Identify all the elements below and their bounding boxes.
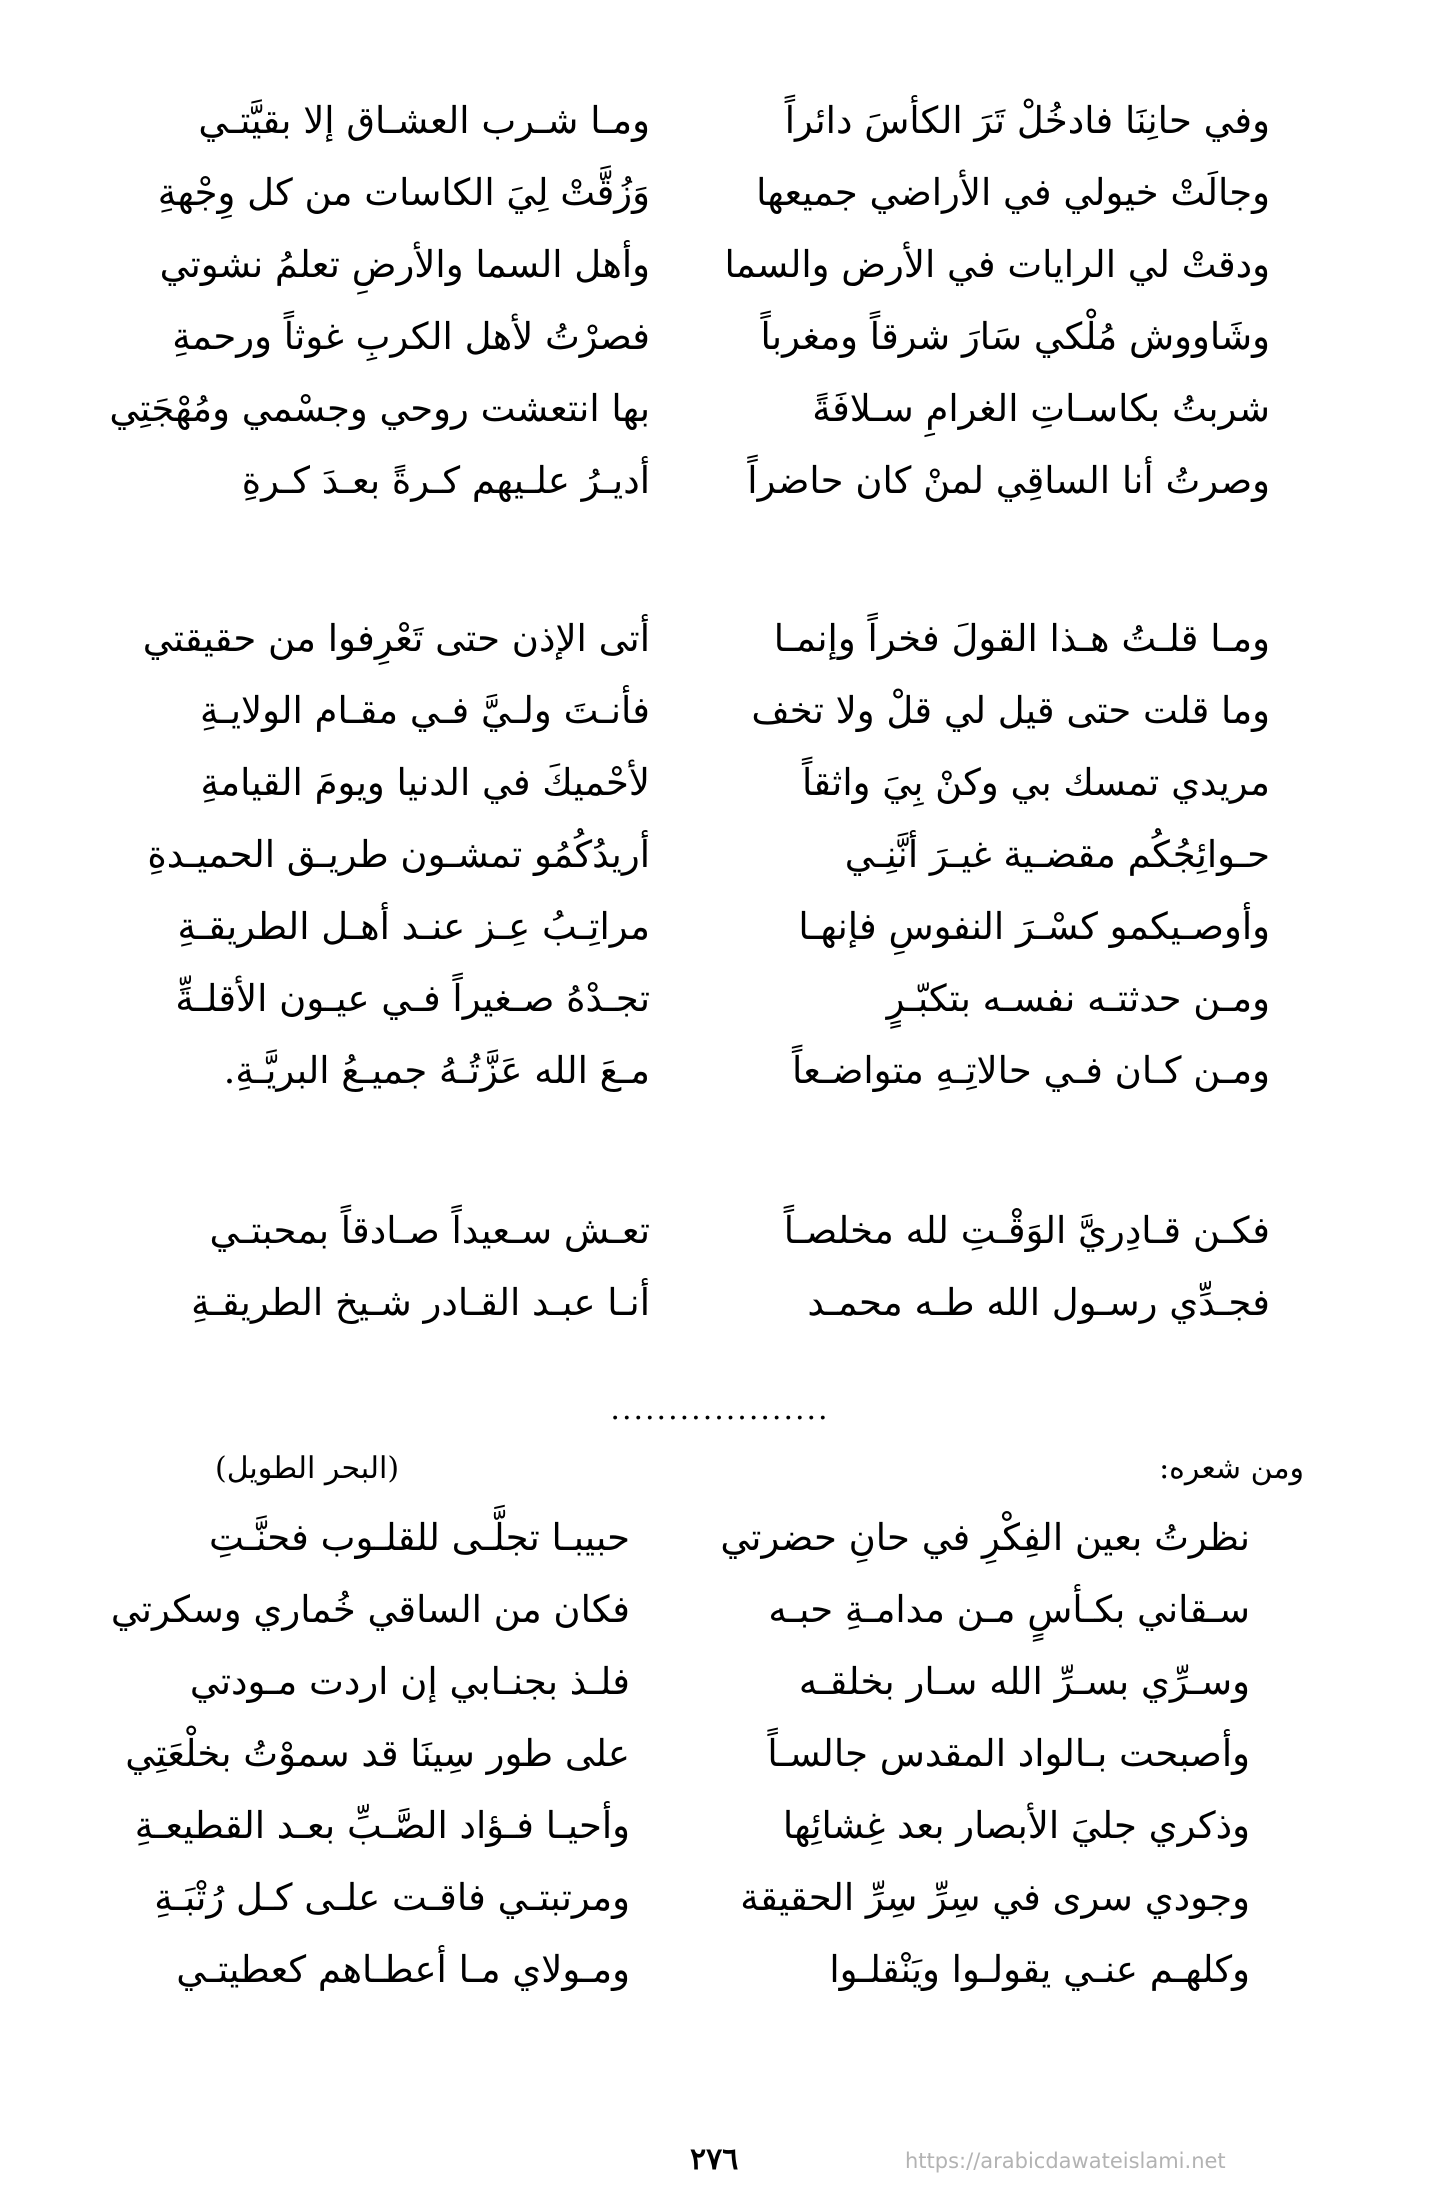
poem-intro: ومن شعره: xyxy=(1159,1451,1304,1486)
poem-meter: (البحر الطويل) xyxy=(215,1451,400,1486)
verse-first-hemistich: وفي حانِنَا فادخُلْ تَرَ الكأسَ دائراً xyxy=(784,99,1270,142)
verse-line xyxy=(142,598,1270,680)
verse-line xyxy=(150,886,1270,968)
verse-second-hemistich: على طور سِينَا قد سموْتُ بخلْعَتِي xyxy=(125,1732,630,1775)
verse-line xyxy=(150,440,1270,522)
verse-line xyxy=(147,814,1270,896)
verse-first-hemistich: وصرتُ أنا الساقِي لمنْ كان حاضراً xyxy=(747,459,1270,502)
verse-second-hemistich: بها انتعشت روحي وجسْمي ومُهْجَتِي xyxy=(109,387,650,430)
verse-second-hemistich: أريدُكُمُو تمشـون طريـق الحميـدةِ xyxy=(147,833,650,876)
verse-second-hemistich: وَزُقَّتْ لِيَ الكاسات من كل وِجْهةِ xyxy=(157,171,650,214)
verse-first-hemistich: وسـرِّي بسـرِّ الله سـار بخلقـه xyxy=(798,1660,1250,1703)
verse-second-hemistich: أنـا عبـد القـادر شـيخ الطريقـةِ xyxy=(191,1281,650,1324)
verse-line xyxy=(150,1262,1270,1344)
verse-line xyxy=(150,1641,1270,1723)
verse-first-hemistich: وجودي سرى في سِرِّ سِرِّ الحقيقة xyxy=(740,1876,1250,1919)
verse-first-hemistich: وأصبحت بـالواد المقدس جالسـاً xyxy=(767,1732,1250,1775)
verse-line xyxy=(150,224,1270,306)
verse-first-hemistich: نظرتُ بعين الفِكْرِ في حانِ حضرتي xyxy=(720,1516,1250,1559)
verse-line xyxy=(150,80,1270,162)
verse-second-hemistich: مراتِـبُ عِـز عنـد أهـل الطريقـةِ xyxy=(177,905,650,948)
verse-line xyxy=(134,1785,1270,1867)
verse-line xyxy=(150,1497,1270,1579)
verse-second-hemistich: مـعَ الله عَزَّتُـهُ جميـعُ البريَّـةِ. xyxy=(223,1049,650,1092)
verse-first-hemistich: فكـن قـادِريَّ الوَقْـتِ لله مخلصـاً xyxy=(783,1209,1270,1252)
verse-second-hemistich: تعـش سـعيداً صـادقاً بمحبتـي xyxy=(209,1209,650,1252)
verse-first-hemistich: وشَاووش مُلْكي سَارَ شرقاً ومغرباً xyxy=(760,315,1270,358)
verse-line xyxy=(150,670,1270,752)
verse-line xyxy=(150,958,1270,1040)
verse-line xyxy=(150,742,1270,824)
verse-second-hemistich: أتى الإذن حتى تَعْرِفوا من حقيقتي xyxy=(142,617,650,660)
verse-first-hemistich: سـقاني بكـأسٍ مـن مدامـةِ حبـه xyxy=(768,1588,1250,1631)
verse-second-hemistich: حبيبـا تجلَّـى للقلـوب فحنَّـتِ xyxy=(208,1516,630,1559)
verse-line xyxy=(150,1030,1270,1112)
verse-second-hemistich: أديـرُ علـيهم كـرةً بعـدَ كـرةِ xyxy=(241,459,650,502)
verse-first-hemistich: شربتُ بكاسـاتِ الغرامِ سـلافَةً xyxy=(812,387,1270,430)
page-number: ٢٧٦ xyxy=(690,2142,739,2177)
verse-first-hemistich: ومـن كـان فـي حالاتِـهِ متواضـعاً xyxy=(792,1049,1270,1092)
verse-first-hemistich: وما قلت حتى قيل لي قلْ ولا تخف xyxy=(751,689,1270,732)
verse-first-hemistich: وجالَتْ خيولي في الأراضي جميعها xyxy=(756,171,1270,214)
verse-second-hemistich: فأنـتَ ولـيَّ فـي مقـام الولايـةِ xyxy=(200,689,650,732)
verse-first-hemistich: وكلهـم عنـي يقولـوا ويَنْقلـوا xyxy=(829,1948,1250,1991)
verse-first-hemistich: ومـا قلـتُ هـذا القولَ فخراً وإنمـا xyxy=(773,617,1270,660)
verse-second-hemistich: فصرْتُ لأهل الكربِ غوثاً ورحمةِ xyxy=(172,315,650,358)
website-watermark: https://arabicdawateislami.net xyxy=(905,2149,1226,2173)
verse-line xyxy=(110,1569,1270,1651)
verse-first-hemistich: مريدي تمسك بي وكنْ بِيَ واثقاً xyxy=(802,761,1270,804)
verse-second-hemistich: وأهل السما والأرضِ تعلمُ نشوتي xyxy=(159,243,650,286)
verse-second-hemistich: ومرتبتـي فاقـت علـى كـل رُتْبَـةِ xyxy=(154,1876,630,1919)
verse-line xyxy=(109,368,1270,450)
section-separator: ................... xyxy=(610,1392,830,1427)
verse-first-hemistich: حـوائِجُكُم مقضـية غيـرَ أنَّنِـي xyxy=(844,833,1270,876)
verse-line xyxy=(150,1929,1270,2011)
verse-first-hemistich: ودقتْ لي الرايات في الأرض والسما xyxy=(724,243,1270,286)
verse-first-hemistich: وأوصـيكمو كسْـرَ النفوسِ فإنهـا xyxy=(798,905,1270,948)
verse-line xyxy=(150,1190,1270,1272)
verse-second-hemistich: فكان من الساقي خُماري وسكرتي xyxy=(110,1588,630,1631)
verse-line xyxy=(150,152,1270,234)
verse-first-hemistich: فجـدِّي رسـول الله طـه محمـد xyxy=(807,1281,1270,1324)
verse-first-hemistich: ومـن حدثتـه نفسـه بتكبّـرٍ xyxy=(886,977,1270,1020)
verse-second-hemistich: لأحْميكَ في الدنيا ويومَ القيامةِ xyxy=(200,761,650,804)
verse-second-hemistich: ومـا شـرب العشـاق إلا بقيَّتـي xyxy=(198,99,650,142)
verse-second-hemistich: فلـذ بجنـابي إن اردت مـودتي xyxy=(189,1660,630,1703)
verse-line xyxy=(125,1713,1270,1795)
verse-second-hemistich: وأحيـا فـؤاد الصَّـبِّ بعـد القطيعـةِ xyxy=(134,1804,630,1847)
verse-line xyxy=(150,1857,1270,1939)
verse-first-hemistich: وذكري جليَ الأبصار بعد غِشائِها xyxy=(782,1804,1250,1847)
verse-line xyxy=(150,296,1270,378)
verse-second-hemistich: تجـدْهُ صـغيراً فـي عيـون الأقلـةِّ xyxy=(175,977,650,1020)
verse-second-hemistich: ومـولاي مـا أعطـاهم كعطيتـي xyxy=(176,1948,630,1991)
